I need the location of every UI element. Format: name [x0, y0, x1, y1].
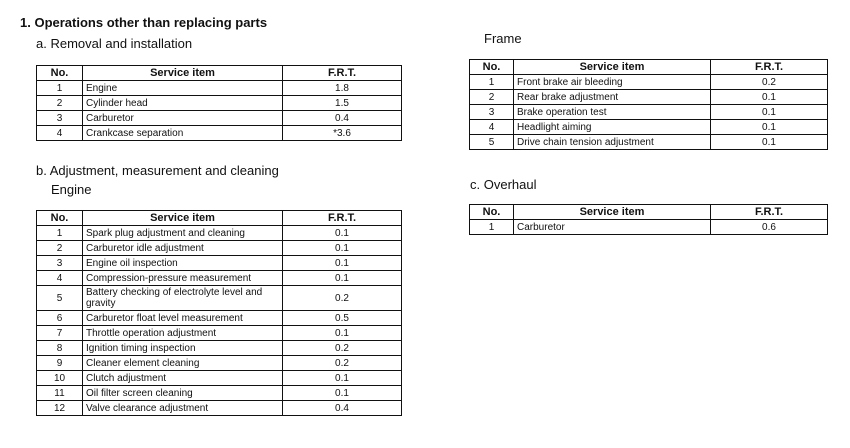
column-header-service-item: Service item — [83, 66, 283, 81]
frt-value: 0.2 — [283, 356, 402, 371]
removal-table — [36, 65, 402, 141]
frt-value: 0.1 — [711, 90, 828, 105]
frt-value: 0.1 — [711, 120, 828, 135]
service-item: Brake operation test — [514, 105, 711, 120]
table-row — [37, 356, 402, 371]
column-header-no: No. — [37, 66, 83, 81]
frt-value: 0.1 — [283, 386, 402, 401]
frt-value: 0.1 — [711, 135, 828, 150]
frt-value: 0.4 — [283, 111, 402, 126]
service-item: Cleaner element cleaning — [83, 356, 283, 371]
frt-value: 0.1 — [283, 256, 402, 271]
overhaul-heading: c. Overhaul — [470, 177, 537, 192]
table-row — [37, 371, 402, 386]
table-row — [37, 271, 402, 286]
column-header-frt: F.R.T. — [283, 66, 402, 81]
table-header-row — [37, 66, 402, 81]
column-header-frt: F.R.T. — [283, 211, 402, 226]
table-row — [37, 126, 402, 141]
row-number: 12 — [37, 401, 83, 416]
service-item: Rear brake adjustment — [514, 90, 711, 105]
service-item: Headlight aiming — [514, 120, 711, 135]
frt-value: 0.5 — [283, 311, 402, 326]
frt-value: 0.2 — [283, 341, 402, 356]
service-item: Compression-pressure measurement — [83, 271, 283, 286]
row-number: 1 — [470, 75, 514, 90]
table-row — [37, 226, 402, 241]
row-number: 1 — [37, 81, 83, 96]
frt-value: 0.4 — [283, 401, 402, 416]
frt-value: 0.6 — [711, 220, 828, 235]
row-number: 1 — [37, 226, 83, 241]
table-row — [470, 135, 828, 150]
table-row — [37, 401, 402, 416]
service-item: Valve clearance adjustment — [83, 401, 283, 416]
table-row — [470, 105, 828, 120]
table-row — [37, 81, 402, 96]
service-item: Engine — [83, 81, 283, 96]
row-number: 3 — [470, 105, 514, 120]
row-number: 7 — [37, 326, 83, 341]
table-row — [470, 120, 828, 135]
service-item: Carburetor float level measurement — [83, 311, 283, 326]
frt-value: 0.1 — [283, 271, 402, 286]
row-number: 2 — [37, 96, 83, 111]
table-row — [37, 341, 402, 356]
row-number: 4 — [37, 126, 83, 141]
row-number: 3 — [37, 111, 83, 126]
row-number: 6 — [37, 311, 83, 326]
table-header-row — [37, 211, 402, 226]
service-item: Drive chain tension adjustment — [514, 135, 711, 150]
service-item: Clutch adjustment — [83, 371, 283, 386]
frt-value: 0.1 — [283, 226, 402, 241]
row-number: 2 — [37, 241, 83, 256]
table-row — [470, 90, 828, 105]
column-header-frt: F.R.T. — [711, 60, 828, 75]
column-header-no: No. — [470, 60, 514, 75]
table-row — [37, 241, 402, 256]
service-item: Battery checking of electrolyte level and gravity — [83, 286, 283, 311]
overhaul-table-body — [470, 220, 828, 235]
frt-value: 0.1 — [283, 326, 402, 341]
table-row — [37, 111, 402, 126]
engine-heading: Engine — [51, 182, 92, 197]
table-row — [37, 96, 402, 111]
frame-table — [469, 59, 828, 150]
table-row — [37, 311, 402, 326]
column-header-service-item: Service item — [514, 60, 711, 75]
service-item: Engine oil inspection — [83, 256, 283, 271]
column-header-service-item: Service item — [83, 211, 283, 226]
frt-value: 0.1 — [283, 241, 402, 256]
row-number: 4 — [470, 120, 514, 135]
frt-value: 0.1 — [711, 105, 828, 120]
table-row — [470, 220, 828, 235]
frame-table-body — [470, 75, 828, 150]
frt-value: 1.5 — [283, 96, 402, 111]
table-header-row — [470, 60, 828, 75]
row-number: 3 — [37, 256, 83, 271]
service-item: Spark plug adjustment and cleaning — [83, 226, 283, 241]
table-row — [37, 386, 402, 401]
table-row — [37, 326, 402, 341]
frt-value: *3.6 — [283, 126, 402, 141]
service-item: Front brake air bleeding — [514, 75, 711, 90]
frt-value: 1.8 — [283, 81, 402, 96]
row-number: 10 — [37, 371, 83, 386]
row-number: 11 — [37, 386, 83, 401]
section-title: 1. Operations other than replacing parts — [20, 15, 268, 30]
column-header-no: No. — [37, 211, 83, 226]
table-row — [470, 75, 828, 90]
overhaul-table — [469, 204, 828, 235]
removal-table-body — [37, 81, 402, 141]
frame-heading: Frame — [484, 31, 522, 46]
frt-value: 0.2 — [711, 75, 828, 90]
column-header-no: No. — [470, 205, 514, 220]
table-header-row — [470, 205, 828, 220]
engine-table — [36, 210, 402, 416]
column-header-frt: F.R.T. — [711, 205, 828, 220]
engine-table-body — [37, 226, 402, 416]
row-number: 4 — [37, 271, 83, 286]
adjustment-heading: b. Adjustment, measurement and cleaning — [36, 163, 279, 178]
table-row — [37, 256, 402, 271]
service-item: Oil filter screen cleaning — [83, 386, 283, 401]
service-item: Carburetor — [83, 111, 283, 126]
frt-value: 0.2 — [283, 286, 402, 311]
row-number: 1 — [470, 220, 514, 235]
frt-value: 0.1 — [283, 371, 402, 386]
service-item: Cylinder head — [83, 96, 283, 111]
service-item: Ignition timing inspection — [83, 341, 283, 356]
row-number: 8 — [37, 341, 83, 356]
row-number: 5 — [37, 286, 83, 311]
service-item: Throttle operation adjustment — [83, 326, 283, 341]
service-item: Carburetor — [514, 220, 711, 235]
table-row — [37, 286, 402, 311]
row-number: 2 — [470, 90, 514, 105]
removal-heading: a. Removal and installation — [36, 36, 193, 51]
service-item: Crankcase separation — [83, 126, 283, 141]
row-number: 5 — [470, 135, 514, 150]
service-item: Carburetor idle adjustment — [83, 241, 283, 256]
column-header-service-item: Service item — [514, 205, 711, 220]
row-number: 9 — [37, 356, 83, 371]
